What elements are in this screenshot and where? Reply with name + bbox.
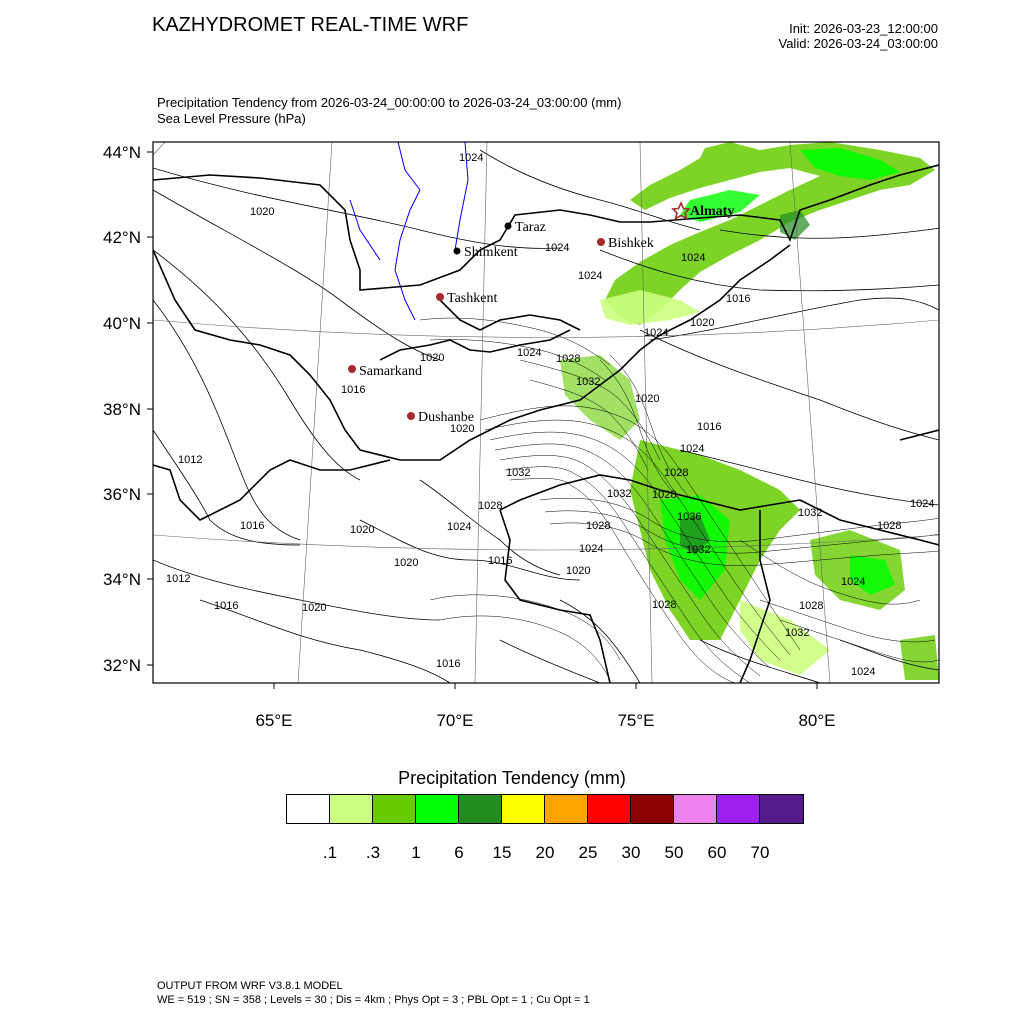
isobar-label: 1020: [394, 557, 419, 569]
legend-swatch: [459, 795, 502, 823]
isobar-label: 1020: [302, 602, 327, 614]
isobar-label: 1020: [635, 393, 660, 405]
lon-label: 75°E: [617, 711, 655, 730]
legend-swatch: [330, 795, 373, 823]
legend-tick-label: 1: [411, 843, 421, 862]
legend-tick-label: .3: [365, 843, 381, 862]
lon-label: 70°E: [436, 711, 474, 730]
dot-marker-icon: [505, 223, 512, 230]
isobar-label: 1028: [664, 467, 689, 479]
isobar-label: 1020: [690, 317, 715, 329]
isobar-label: 1024: [579, 543, 604, 555]
isobar-label: 1028: [652, 599, 677, 611]
init-time: Init: 2026-03-23_12:00:00: [789, 21, 938, 36]
isobar-label: 1028: [556, 353, 581, 365]
isobar-label: 1020: [566, 565, 591, 577]
isobar-label: 1028: [652, 489, 677, 501]
isobar-label: 1016: [726, 293, 751, 305]
city-label: Samarkand: [359, 364, 422, 379]
isobar-label: 1032: [785, 627, 810, 639]
legend-swatch: [373, 795, 416, 823]
isobar-label: 1028: [478, 500, 503, 512]
dot-marker-icon: [407, 412, 415, 420]
dot-marker-icon: [597, 238, 605, 246]
legend-swatch: [545, 795, 588, 823]
footer-model: OUTPUT FROM WRF V3.8.1 MODEL: [157, 980, 343, 992]
lat-label: 42°N: [103, 228, 141, 247]
lat-label: 38°N: [103, 400, 141, 419]
legend-swatch: [287, 795, 330, 823]
isobar-label: 1028: [586, 520, 611, 532]
lat-label: 36°N: [103, 485, 141, 504]
isobar-label: 1032: [576, 376, 601, 388]
legend-colorbar: [286, 794, 804, 824]
isobar-label: 1016: [240, 520, 265, 532]
isobar-label: 1024: [851, 666, 876, 678]
footer-config: WE = 519 ; SN = 358 ; Levels = 30 ; Dis = 4km ; Phys Opt = 3 ; PBL Opt = 1 ; Cu Opt = 1: [157, 994, 590, 1006]
isobar-label: 1016: [488, 555, 513, 567]
dot-marker-icon: [348, 365, 356, 373]
city-shimkent: [454, 245, 518, 260]
legend-swatch: [502, 795, 545, 823]
legend-tick-label: 30: [621, 843, 641, 862]
legend-tick-label: .1: [322, 843, 338, 862]
legend-tick-label: 20: [535, 843, 555, 862]
legend-tick-label: 25: [578, 843, 598, 862]
city-label: Dushanbe: [418, 410, 474, 425]
lat-label: 34°N: [103, 570, 141, 589]
city-label: Almaty: [690, 204, 735, 219]
dot-marker-icon: [454, 248, 461, 255]
legend-swatch: [760, 795, 803, 823]
isobar-label: 1016: [341, 384, 366, 396]
legend-title: Precipitation Tendency (mm): [398, 768, 626, 788]
isobar-label: 1028: [877, 520, 902, 532]
city-dushanbe: [407, 410, 474, 425]
valid-time: Valid: 2026-03-24_03:00:00: [778, 36, 938, 51]
latitude-labels: [103, 143, 141, 675]
isobar-label: 1020: [450, 423, 475, 435]
isobar-label: 1020: [250, 206, 275, 218]
dot-marker-icon: [436, 293, 444, 301]
isobar-label: 1032: [686, 544, 711, 556]
lon-label: 80°E: [798, 711, 836, 730]
legend-tick-label: 15: [492, 843, 512, 862]
legend-swatch: [674, 795, 717, 823]
city-label: Tashkent: [447, 291, 498, 306]
isobar-label: 1024: [545, 242, 570, 254]
subtitle-precip: Precipitation Tendency from 2026-03-24_00:00:00 to 2026-03-24_03:00:00 (mm): [157, 95, 622, 110]
isobar-label: 1024: [517, 347, 542, 359]
legend-tick-label: 60: [707, 843, 727, 862]
legend-tick-label: 6: [454, 843, 464, 862]
subtitle-slp: Sea Level Pressure (hPa): [157, 111, 306, 126]
isobar-label: 1016: [436, 658, 461, 670]
isobar-label: 1032: [607, 488, 632, 500]
isobar-label: 1032: [798, 507, 823, 519]
lat-label: 32°N: [103, 656, 141, 675]
legend-swatch: [416, 795, 459, 823]
isobar-label: 1036: [677, 511, 702, 523]
isobar-label: 1020: [420, 352, 445, 364]
isobar-label: 1012: [166, 573, 191, 585]
isobar-label: 1016: [214, 600, 239, 612]
isobar-label: 1024: [459, 152, 484, 164]
isobar-label: 1024: [578, 270, 603, 282]
city-label: Taraz: [515, 220, 546, 235]
isobar-label: 1024: [447, 521, 472, 533]
city-samarkand: [348, 364, 422, 379]
city-label: Shimkent: [464, 245, 518, 260]
lon-label: 65°E: [255, 711, 293, 730]
isobar-label: 1020: [350, 524, 375, 536]
isobar-label: 1028: [799, 600, 824, 612]
legend-tick-label: 50: [664, 843, 684, 862]
isobar-label: 1024: [841, 576, 866, 588]
city-label: Bishkek: [608, 236, 654, 251]
plot-title: KAZHYDROMET REAL-TIME WRF: [152, 14, 469, 36]
isobar-label: 1012: [178, 454, 203, 466]
legend-swatch: [631, 795, 674, 823]
legend-swatch: [717, 795, 760, 823]
legend-tick-label: 70: [750, 843, 770, 862]
lat-label: 44°N: [103, 143, 141, 162]
isobar-label: 1032: [506, 467, 531, 479]
isobar-label: 1024: [681, 252, 706, 264]
longitude-labels: [255, 711, 835, 730]
isobar-label: 1016: [697, 421, 722, 433]
isobar-label: 1024: [680, 443, 705, 455]
legend-swatch: [588, 795, 631, 823]
isobar-label: 1024: [910, 498, 935, 510]
lat-label: 40°N: [103, 314, 141, 333]
isobar-label: 1024: [644, 327, 669, 339]
